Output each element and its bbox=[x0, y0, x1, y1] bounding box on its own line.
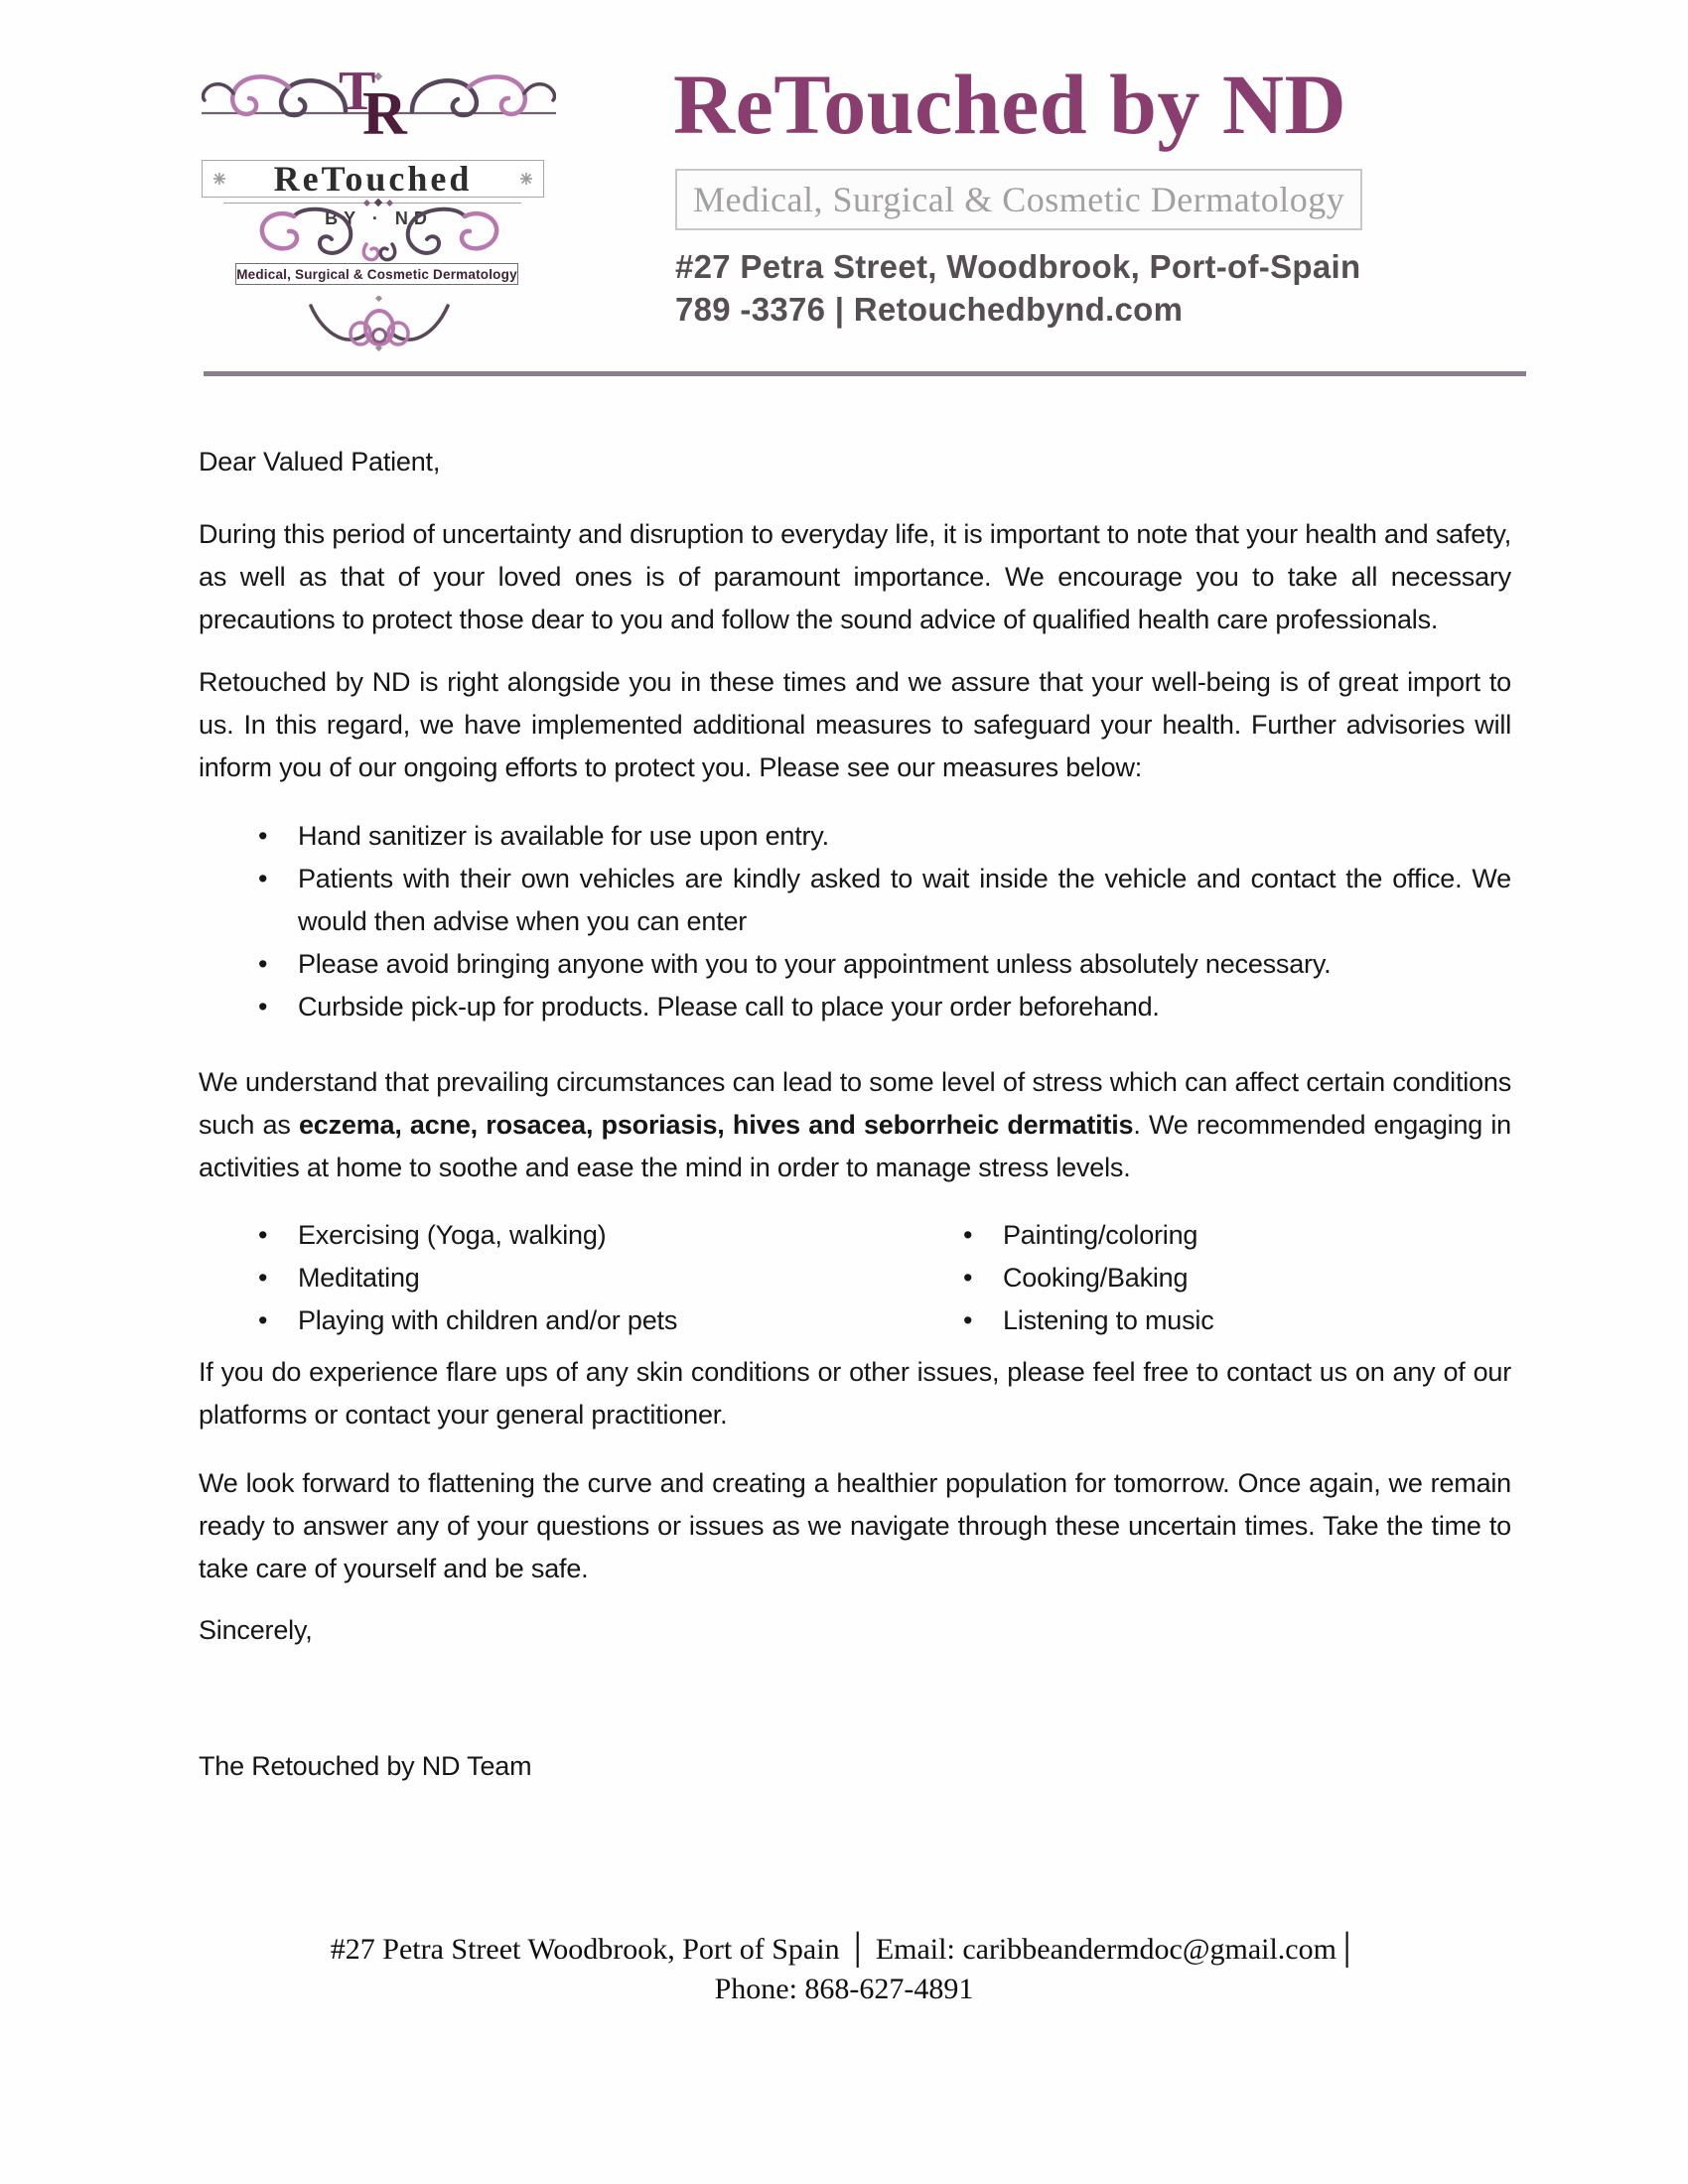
activities-column-1 bbox=[199, 1214, 904, 1342]
paragraph-intro: During this period of uncertainty and disruption to everyday life, it is important to note that your health and safety, as well as that of your loved ones is of paramount importance. We encourage you to take all necessary precautions to protect those dear to you and follow the sound advice of qualified health care professionals. bbox=[199, 519, 1511, 634]
logo-tagline-text: Medical, Surgical & Cosmetic Dermatology bbox=[236, 266, 517, 282]
paragraph-stress bbox=[199, 1061, 1511, 1189]
logo-byline: BY · ND bbox=[325, 208, 433, 228]
footer-line-2: Phone: 868-627-4891 bbox=[714, 1973, 974, 2005]
logo-name-box bbox=[202, 160, 544, 198]
signoff: Sincerely, bbox=[199, 1615, 313, 1645]
brand-address bbox=[675, 245, 1360, 331]
list-item: • Meditating bbox=[199, 1257, 904, 1299]
flourish-swirl-icon bbox=[258, 206, 500, 264]
salutation: Dear Valued Patient, bbox=[199, 447, 441, 477]
activities-column-2 bbox=[904, 1214, 1511, 1342]
list-item: • Cooking/Baking bbox=[904, 1257, 1511, 1299]
logo-monogram bbox=[339, 61, 438, 159]
measures-list bbox=[199, 815, 1511, 1028]
list-item: • Please avoid bringing anyone with you to your appointment unless absolutely necessary. bbox=[199, 943, 1511, 986]
stress-text-before: We understand that prevailing circumstances can lead to some level of stress which can affect certain conditions such as bbox=[199, 1067, 1511, 1140]
page-footer bbox=[0, 1930, 1688, 2009]
list-item: • Curbside pick-up for products. Please call to place your order beforehand. bbox=[199, 986, 1511, 1028]
stress-text-after: . We recommended engaging in activities at home to soothe and ease the mind in order to manage stress levels. bbox=[199, 1110, 1511, 1182]
letter-body bbox=[199, 441, 1511, 1788]
list-item: • Painting/coloring bbox=[904, 1214, 1511, 1257]
snowflake-ornament-icon bbox=[212, 172, 226, 186]
brand-subtitle: Medical, Surgical & Cosmetic Dermatology bbox=[693, 180, 1345, 219]
letterhead bbox=[0, 0, 1688, 397]
paragraph-flare: If you do experience flare ups of any skin conditions or other issues, please feel free to contact us on any of our platforms or contact your general practitioner. bbox=[199, 1357, 1511, 1430]
letterhead-divider bbox=[204, 371, 1526, 376]
list-item: • Hand sanitizer is available for use upon entry. bbox=[199, 815, 1511, 858]
signature: The Retouched by ND Team bbox=[199, 1751, 532, 1781]
list-item: • Playing with children and/or pets bbox=[199, 1299, 904, 1342]
practice-logo bbox=[202, 38, 556, 365]
snowflake-ornament-icon bbox=[519, 172, 533, 186]
brand-subtitle-box bbox=[675, 169, 1362, 230]
address-line-1: #27 Petra Street, Woodbrook, Port-of-Spain bbox=[675, 248, 1361, 285]
list-item: • Listening to music bbox=[904, 1299, 1511, 1342]
logo-name-text: ReTouched bbox=[273, 159, 473, 199]
brand-title: ReTouched by ND bbox=[673, 57, 1347, 152]
list-item: • Exercising (Yoga, walking) bbox=[199, 1214, 904, 1257]
list-item: • Patients with their own vehicles are kindly asked to wait inside the vehicle and contact the office. We would then advise when you can enter bbox=[199, 858, 1511, 943]
monogram-letter-t: T bbox=[339, 61, 376, 122]
flourish-swag-icon bbox=[305, 296, 454, 351]
monogram-letter-r: R bbox=[362, 80, 407, 148]
paragraph-closing: We look forward to flattening the curve and creating a healthier population for tomorrow. Once again, we remain ready to answer any of your questions or issues as we navigate through these uncertain times. Take the time to take care of yourself and be safe. bbox=[199, 1468, 1511, 1583]
logo-tagline-box bbox=[235, 263, 518, 285]
activities-columns bbox=[199, 1214, 1511, 1342]
stress-conditions-bold: eczema, acne, rosacea, psoriasis, hives and seborrheic dermatitis bbox=[298, 1110, 1134, 1140]
address-line-2: 789 -3376 | Retouchedbynd.com bbox=[675, 291, 1184, 328]
footer-line-1: #27 Petra Street Woodbrook, Port of Spain │ Email: caribbeandermdoc@gmail.com│ bbox=[330, 1933, 1358, 1966]
paragraph-measures: Retouched by ND is right alongside you in these times and we assure that your well-being is of great import to us. In this regard, we have implemented additional measures to safeguard your health. Further advisories will inform you of our ongoing efforts to protect you. Please see our measures below: bbox=[199, 667, 1511, 782]
